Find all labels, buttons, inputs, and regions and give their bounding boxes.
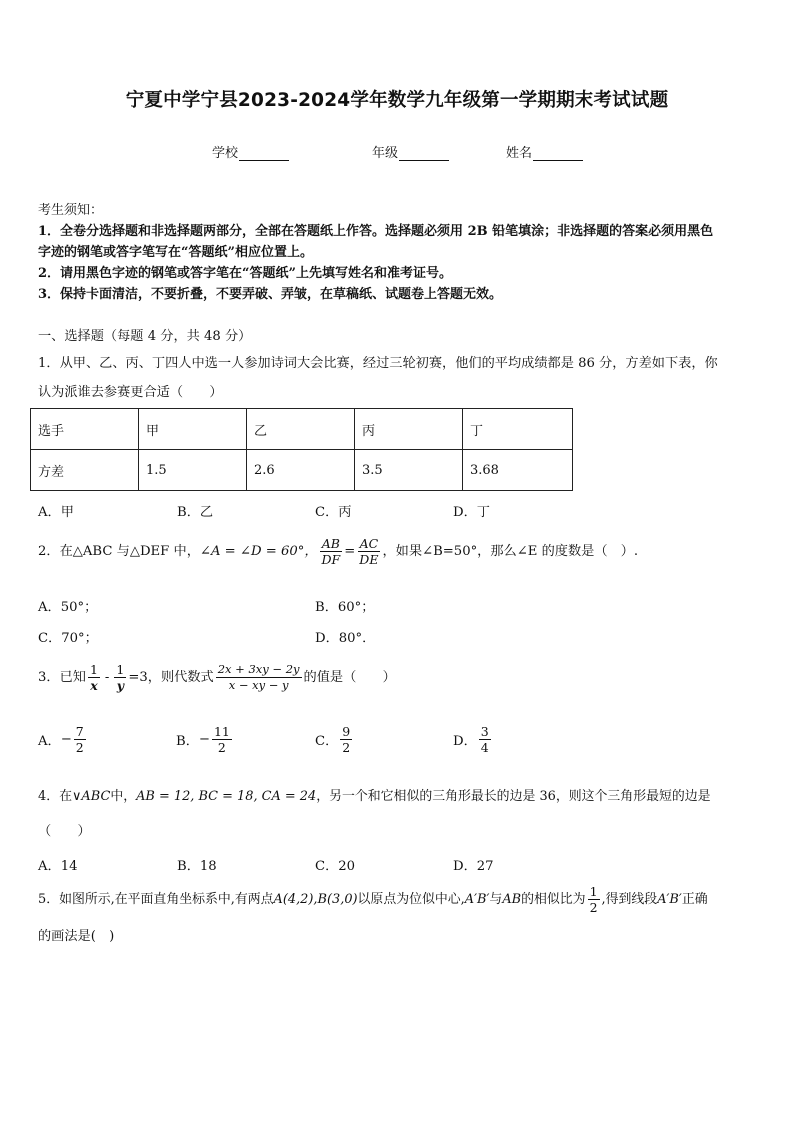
- q2-suffix: ，如果∠B=50°，那么∠E 的度数是（ ）.: [382, 543, 639, 559]
- q2-angle-equation: ∠A = ∠D = 60°，: [199, 543, 318, 559]
- page-title: 宁夏中学宁县2023-2024学年数学九年级第一学期期末考试试题: [125, 90, 669, 111]
- q1-option-d: D．丁: [453, 505, 490, 520]
- q5-segment-3: A′B′: [657, 891, 682, 907]
- option-sign: −: [60, 732, 72, 747]
- grade-blank: [399, 146, 449, 161]
- q4-option-c: C．20: [315, 859, 356, 874]
- table-cell: 乙: [247, 409, 355, 450]
- q5-suffix: 正确: [681, 891, 708, 907]
- q4-mid: 中，: [110, 789, 137, 804]
- option-fraction: [340, 724, 352, 755]
- q3-option-a: [38, 724, 88, 755]
- q5-mid-1: 以原点为位似中心,: [357, 891, 465, 907]
- fraction-denominator: 2: [217, 740, 226, 755]
- fraction-denominator: 2: [75, 740, 84, 755]
- q5-segment-2: AB: [502, 891, 522, 907]
- q1-option-a: A．甲: [38, 505, 74, 520]
- table-row: [31, 450, 573, 491]
- q4-triangle: ∨ABC: [71, 789, 111, 804]
- q3-fraction-3: [216, 662, 302, 693]
- table-cell: 选手: [31, 409, 139, 450]
- school-label: 学校: [212, 146, 239, 161]
- option-fraction: [479, 724, 491, 755]
- q5-mid-4: ,得到线段: [601, 891, 658, 907]
- q1-option-c: C．丙: [315, 505, 352, 520]
- q2-option-d: D．80°．: [315, 631, 376, 646]
- q5-fraction: [588, 884, 600, 915]
- q3-option-d: [453, 724, 493, 755]
- fraction-denominator: y: [116, 678, 124, 693]
- q4-suffix: ，另一个和它相似的三角形最长的边是 36，则这个三角形最短的边是: [316, 789, 711, 804]
- fraction-denominator: 2: [589, 900, 598, 915]
- fraction-numerator: 7: [75, 724, 84, 739]
- q4-sides: AB = 12, BC = 18, CA = 24: [136, 789, 317, 804]
- fraction-denominator: x: [90, 678, 98, 693]
- table-cell: 丁: [463, 409, 573, 450]
- fraction-denominator: DE: [359, 552, 379, 567]
- notice-item-1-cont: 字迹的钢笔或答字笔写在“答题纸”相应位置上。: [38, 245, 313, 260]
- grade-label: 年级: [372, 146, 399, 161]
- option-label: A．: [38, 734, 61, 749]
- q2-equals: =: [344, 543, 356, 559]
- fraction-denominator: 4: [480, 740, 489, 755]
- q4-option-a: A．14: [38, 859, 78, 874]
- q5-prefix: 5．如图所示,在平面直角坐标系中,有两点: [38, 891, 274, 907]
- option-label: B．: [176, 734, 199, 749]
- q3-fraction-1: [88, 662, 100, 693]
- fraction-numerator: 3: [480, 724, 489, 739]
- q5-points: A(4,2),B(3,0): [273, 891, 358, 907]
- fraction-denominator: DF: [321, 552, 341, 567]
- q3-option-b: [176, 724, 234, 755]
- table-cell: 甲: [139, 409, 247, 450]
- school-blank: [239, 146, 289, 161]
- fraction-numerator: 2x + 3xy − 2y: [217, 662, 300, 676]
- option-fraction: [212, 724, 232, 755]
- table-cell: 1.5: [139, 450, 247, 491]
- q2-option-b: B．60°；: [315, 600, 375, 615]
- option-fraction: [74, 724, 86, 755]
- q4-prefix: 4．在: [38, 789, 72, 804]
- q4-stem-cont: （ ）: [38, 824, 91, 839]
- notice-heading: 考生须知：: [38, 203, 104, 218]
- fraction-numerator: AB: [321, 536, 340, 551]
- q5-stem-cont: 的画法是( ): [38, 929, 115, 944]
- q5-segment-1: A′B′: [464, 891, 490, 907]
- q4-option-b: B．18: [177, 859, 217, 874]
- table-cell: 2.6: [247, 450, 355, 491]
- q2-option-c: C．70°；: [38, 631, 98, 646]
- q4-option-d: D．27: [453, 859, 494, 874]
- fraction-numerator: 1: [589, 884, 598, 899]
- q1-option-b: B．乙: [177, 505, 214, 520]
- name-blank: [533, 146, 583, 161]
- q2-fraction-2: [357, 536, 380, 567]
- q3-stem: [38, 662, 758, 693]
- q1-stem: 1．从甲、乙、丙、丁四人中选一人参加诗词大会比赛，经过三轮初赛，他们的平均成绩都是 86 分，方差如下表，你: [38, 356, 718, 371]
- fraction-numerator: 9: [342, 724, 351, 739]
- fraction-numerator: AC: [359, 536, 379, 551]
- variance-table: [30, 408, 573, 491]
- table-cell: 丙: [355, 409, 463, 450]
- q3-mid: =3，则代数式: [128, 669, 214, 685]
- notice-item-1: 1．全卷分选择题和非选择题两部分，全部在答题纸上作答。选择题必须用 2B 铅笔填涂；非选择题的答案必须用黑色: [38, 224, 714, 239]
- section-heading: 一、选择题（每题 4 分，共 48 分）: [38, 329, 252, 344]
- option-sign: −: [198, 732, 210, 747]
- name-label: 姓名: [506, 146, 533, 161]
- grade-field: [372, 142, 449, 161]
- q5-stem: [38, 884, 760, 915]
- fraction-denominator: x − xy − y: [228, 678, 289, 692]
- q3-fraction-2: [114, 662, 126, 693]
- fraction-numerator: 11: [213, 724, 230, 739]
- q5-mid-2: 与: [489, 891, 503, 907]
- notice-item-3: 3．保持卡面清洁，不要折叠，不要弄破、弄皱，在草稿纸、试题卷上答题无效。: [38, 287, 503, 302]
- notice-item-2: 2．请用黑色字迹的钢笔或答字笔在“答题纸”上先填写姓名和准考证号。: [38, 266, 453, 281]
- fraction-denominator: 2: [342, 740, 351, 755]
- school-field: [212, 142, 289, 161]
- option-label: C．: [315, 734, 339, 749]
- name-field: [506, 142, 583, 161]
- q3-minus: -: [104, 669, 110, 685]
- q3-suffix: 的值是（ ）: [303, 669, 396, 685]
- option-label: D．: [453, 734, 477, 749]
- table-cell: 3.68: [463, 450, 573, 491]
- q4-stem: [38, 787, 758, 807]
- q2-option-a: A．50°；: [38, 600, 98, 615]
- fraction-numerator: 1: [116, 662, 125, 677]
- fraction-numerator: 1: [89, 662, 98, 677]
- q2-fraction-1: [320, 536, 343, 567]
- q3-option-c: [315, 724, 354, 755]
- q1-stem-cont: 认为派谁去参赛更合适（ ）: [38, 385, 223, 400]
- q5-mid-3: 的相似比为: [521, 891, 586, 907]
- q2-stem: [38, 536, 758, 567]
- table-row: [31, 409, 573, 450]
- q2-prefix: 2．在△ABC 与△DEF 中，: [38, 543, 200, 559]
- q3-prefix: 3．已知: [38, 669, 86, 685]
- table-cell: 方差: [31, 450, 139, 491]
- table-cell: 3.5: [355, 450, 463, 491]
